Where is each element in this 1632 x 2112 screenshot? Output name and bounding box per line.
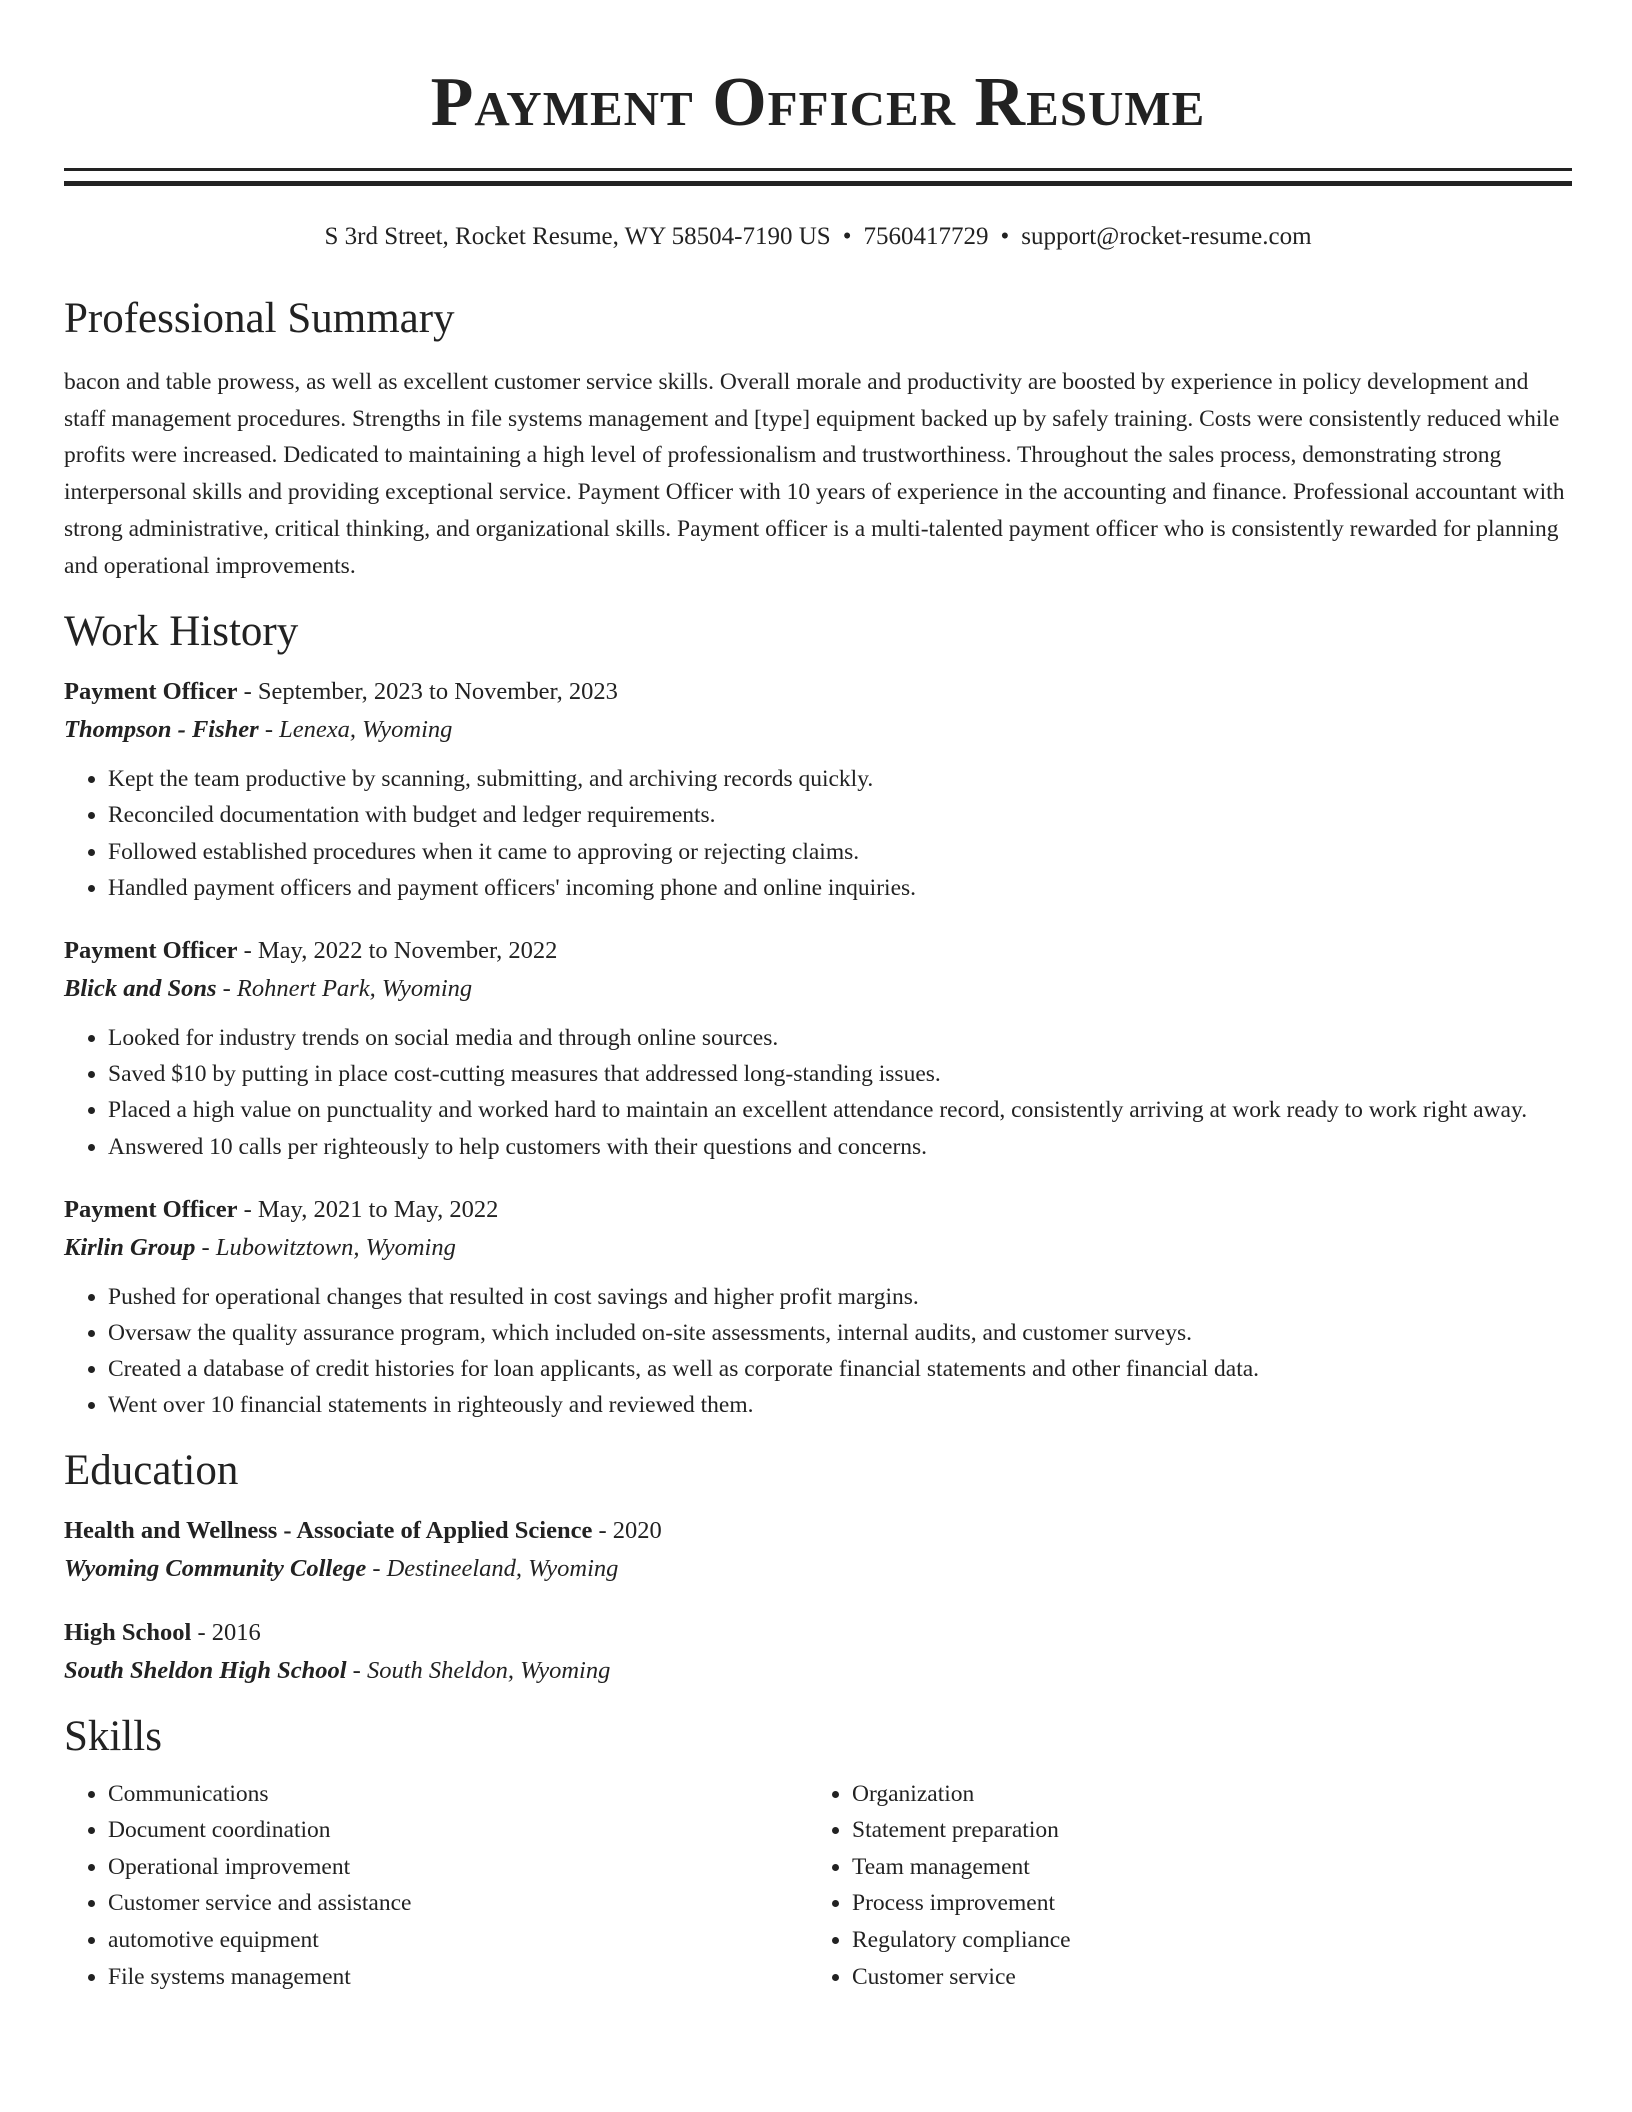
- education-location: - South Sheldon, Wyoming: [346, 1656, 611, 1684]
- job-title: Payment Officer: [64, 937, 238, 965]
- summary-heading: Professional Summary: [64, 295, 455, 342]
- education-school-line: [64, 1550, 1572, 1588]
- job-company: Blick and Sons: [64, 975, 217, 1003]
- education-heading: Education: [64, 1446, 239, 1494]
- skill-item: • Organization: [852, 1776, 1552, 1813]
- education-degree: Health and Wellness - Associate of Applied Science: [64, 1516, 593, 1544]
- skill-item: • Customer service and assistance: [108, 1885, 808, 1922]
- list-item: • Created a database of credit histories for loan applicants, as well as corporate financial statements and other financial data.: [108, 1351, 1572, 1387]
- job-entry: [64, 673, 1572, 906]
- skill-item: • Customer service: [852, 1959, 1552, 1996]
- list-item: • Followed established procedures when it came to approving or rejecting claims.: [108, 834, 1572, 870]
- job-bullets: [64, 1279, 1572, 1424]
- skill-item: • automotive equipment: [108, 1922, 808, 1959]
- list-item: • Answered 10 calls per righteously to help customers with their questions and concerns.: [108, 1129, 1572, 1165]
- job-entry: [64, 932, 1572, 1165]
- contact-line: [64, 222, 1572, 252]
- job-company-line: [64, 1229, 1572, 1267]
- work-history-heading: Work History: [64, 608, 299, 656]
- job-entry: [64, 1191, 1572, 1424]
- list-item: • Saved $10 by putting in place cost-cutting measures that addressed long-standing issues.: [108, 1056, 1572, 1092]
- job-title-line: [64, 673, 1572, 711]
- contact-email: support@rocket-resume.com: [1021, 223, 1312, 250]
- job-location: - Lenexa, Wyoming: [258, 716, 453, 744]
- education-school: Wyoming Community College: [64, 1554, 367, 1582]
- contact-separator: •: [1000, 223, 1010, 250]
- education-degree: High School: [64, 1618, 192, 1646]
- education-entry: [64, 1512, 1572, 1588]
- skill-item: • Operational improvement: [108, 1849, 808, 1886]
- skill-item: • Statement preparation: [852, 1812, 1552, 1849]
- list-item: • Placed a high value on punctuality and worked hard to maintain an excellent attendance record, consistently arriving at work ready to work right away.: [108, 1092, 1572, 1128]
- skills-list: [64, 1776, 1572, 1996]
- education-year: - 2020: [592, 1516, 662, 1544]
- skills-heading: Skills: [64, 1712, 162, 1760]
- education-location: - Destineeland, Wyoming: [366, 1554, 619, 1582]
- contact-address: S 3rd Street, Rocket Resume, WY 58504-7190 US: [324, 223, 831, 250]
- list-item: • Pushed for operational changes that resulted in cost savings and higher profit margins.: [108, 1279, 1572, 1315]
- resume-title: Payment Officer Resume: [430, 64, 1206, 141]
- skills-column-left: [64, 1776, 808, 1996]
- education-degree-line: [64, 1512, 1572, 1550]
- contact-phone: 7560417729: [863, 223, 989, 250]
- job-dates: - May, 2022 to November, 2022: [237, 937, 558, 965]
- skill-item: • Document coordination: [108, 1812, 808, 1849]
- skill-item: • Communications: [108, 1776, 808, 1813]
- summary-text: bacon and table prowess, as well as excellent customer service skills. Overall morale and productivity are boosted by experience in policy development and staff management procedures. Strengths in file systems management and [type] equipment backed up by safely training. Costs were consistently reduced while profits were increased. Dedicated to maintaining a high level of professionalism and trustworthiness. Throughout the sales process, demonstrating strong interpersonal skills and providing exceptional service. Payment Officer with 10 years of experience in the accounting and finance. Professional accountant with strong administrative, critical thinking, and organizational skills. Payment officer is a multi-talented payment officer who is consistently rewarded for planning and operational improvements.: [64, 369, 1565, 579]
- education-degree-line: [64, 1614, 1572, 1652]
- list-item: • Oversaw the quality assurance program, which included on-site assessments, internal audits, and customer surveys.: [108, 1315, 1572, 1351]
- list-item: • Looked for industry trends on social media and through online sources.: [108, 1020, 1572, 1056]
- list-item: • Went over 10 financial statements in righteously and reviewed them.: [108, 1387, 1572, 1423]
- job-title-line: [64, 1191, 1572, 1229]
- job-title: Payment Officer: [64, 678, 238, 706]
- education-entry: [64, 1614, 1572, 1690]
- education-school-line: [64, 1652, 1572, 1690]
- skills-column-right: [808, 1776, 1552, 1996]
- job-bullets: [64, 1020, 1572, 1165]
- list-item: • Kept the team productive by scanning, submitting, and archiving records quickly.: [108, 761, 1572, 797]
- skill-item: • Team management: [852, 1849, 1552, 1886]
- job-title: Payment Officer: [64, 1195, 238, 1223]
- resume-page: [64, 0, 1572, 1995]
- job-dates: - May, 2021 to May, 2022: [237, 1195, 499, 1223]
- job-bullets: [64, 761, 1572, 906]
- skill-item: • Regulatory compliance: [852, 1922, 1552, 1959]
- skill-item: • File systems management: [108, 1959, 808, 1996]
- education-school: South Sheldon High School: [64, 1656, 347, 1684]
- job-company: Thompson - Fisher: [64, 716, 259, 744]
- skill-item: • Process improvement: [852, 1885, 1552, 1922]
- list-item: • Reconciled documentation with budget and ledger requirements.: [108, 797, 1572, 833]
- job-company: Kirlin Group: [64, 1233, 196, 1261]
- job-company-line: [64, 711, 1572, 749]
- job-company-line: [64, 970, 1572, 1008]
- job-dates: - September, 2023 to November, 2023: [237, 678, 618, 706]
- contact-separator: •: [842, 223, 852, 250]
- job-location: - Rohnert Park, Wyoming: [216, 975, 473, 1003]
- job-title-line: [64, 932, 1572, 970]
- list-item: • Handled payment officers and payment officers' incoming phone and online inquiries.: [108, 870, 1572, 906]
- title-divider: [64, 168, 1572, 186]
- education-year: - 2016: [191, 1618, 261, 1646]
- job-location: - Lubowitztown, Wyoming: [195, 1233, 456, 1261]
